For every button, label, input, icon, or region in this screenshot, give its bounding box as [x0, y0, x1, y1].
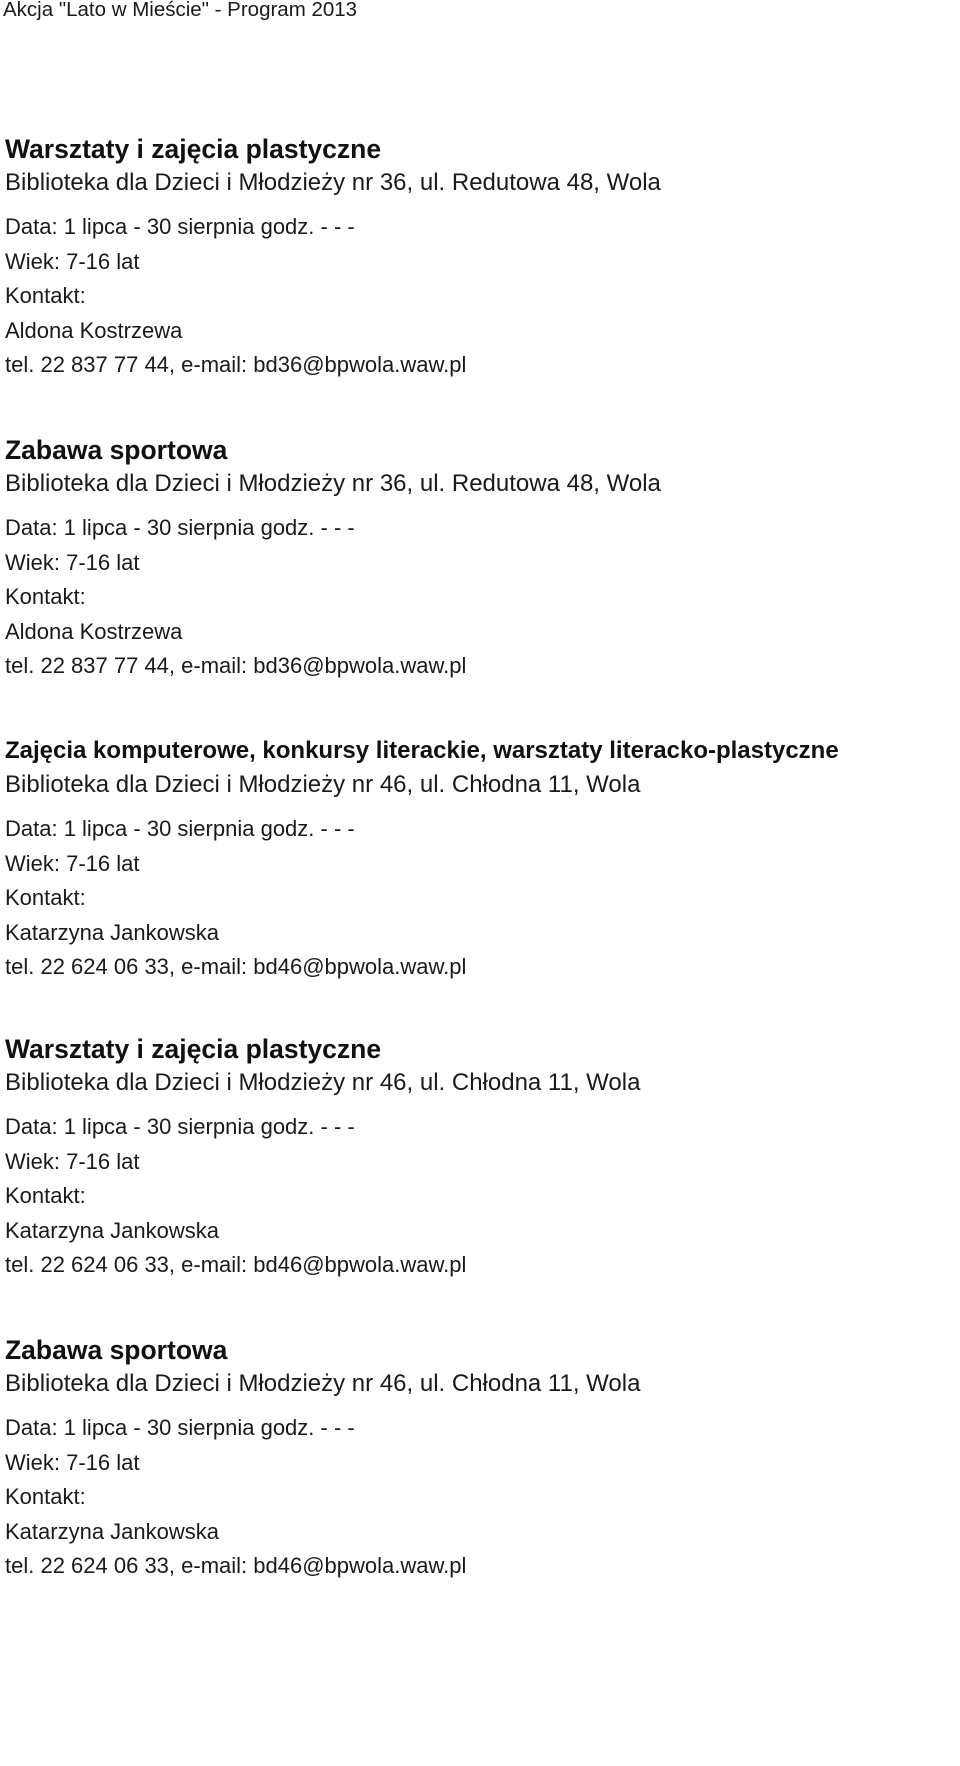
event-age: Wiek: 7-16 lat	[5, 850, 140, 876]
event-contact-person: Aldona Kostrzewa	[5, 317, 183, 343]
page-header: Akcja "Lato w Mieście" - Program 2013	[3, 0, 358, 21]
event-entry	[5, 1032, 960, 1283]
event-location: Biblioteka dla Dzieci i Młodzieży nr 46, ul. Chłodna 11, Wola	[5, 1370, 641, 1397]
event-age: Wiek: 7-16 lat	[5, 1148, 140, 1174]
event-details	[5, 210, 960, 383]
event-contact-person: Aldona Kostrzewa	[5, 618, 183, 644]
event-details	[5, 511, 960, 684]
event-contact-details: tel. 22 624 06 33, e-mail: bd46@bpwola.waw.pl	[5, 954, 467, 979]
event-age: Wiek: 7-16 lat	[5, 248, 140, 274]
event-title: Zajęcia komputerowe, konkursy literackie, warsztaty literacko-plastyczne	[5, 737, 839, 764]
event-contact-details: tel. 22 837 77 44, e-mail: bd36@bpwola.waw.pl	[5, 352, 467, 377]
event-age: Wiek: 7-16 lat	[5, 1449, 140, 1475]
event-entry	[5, 132, 960, 383]
event-entry	[5, 734, 960, 985]
event-details	[5, 812, 960, 985]
event-location: Biblioteka dla Dzieci i Młodzieży nr 46, ul. Chłodna 11, Wola	[5, 1069, 641, 1096]
event-title: Zabawa sportowa	[5, 435, 228, 465]
event-contact-label: Kontakt:	[5, 885, 86, 910]
event-title: Warsztaty i zajęcia plastyczne	[5, 134, 382, 164]
event-contact-person: Katarzyna Jankowska	[5, 919, 219, 945]
event-contact-details: tel. 22 624 06 33, e-mail: bd46@bpwola.waw.pl	[5, 1252, 467, 1277]
event-details	[5, 1411, 960, 1584]
event-contact-label: Kontakt:	[5, 283, 86, 308]
event-title: Zabawa sportowa	[5, 1335, 228, 1365]
event-location: Biblioteka dla Dzieci i Młodzieży nr 36, ul. Redutowa 48, Wola	[5, 470, 661, 497]
event-contact-label: Kontakt:	[5, 584, 86, 609]
event-date: Data: 1 lipca - 30 sierpnia godz. - - -	[5, 515, 355, 540]
event-contact-label: Kontakt:	[5, 1183, 86, 1208]
event-contact-person: Katarzyna Jankowska	[5, 1217, 219, 1243]
event-title: Warsztaty i zajęcia plastyczne	[5, 1034, 382, 1064]
event-details	[5, 1110, 960, 1283]
event-contact-details: tel. 22 624 06 33, e-mail: bd46@bpwola.waw.pl	[5, 1553, 467, 1578]
event-date: Data: 1 lipca - 30 sierpnia godz. - - -	[5, 1415, 355, 1440]
event-location: Biblioteka dla Dzieci i Młodzieży nr 46, ul. Chłodna 11, Wola	[5, 771, 641, 798]
event-entry	[5, 1333, 960, 1584]
event-entry	[5, 433, 960, 684]
event-contact-label: Kontakt:	[5, 1484, 86, 1509]
event-contact-details: tel. 22 837 77 44, e-mail: bd36@bpwola.waw.pl	[5, 653, 467, 678]
event-age: Wiek: 7-16 lat	[5, 549, 140, 575]
event-contact-person: Katarzyna Jankowska	[5, 1518, 219, 1544]
event-location: Biblioteka dla Dzieci i Młodzieży nr 36, ul. Redutowa 48, Wola	[5, 169, 661, 196]
event-date: Data: 1 lipca - 30 sierpnia godz. - - -	[5, 214, 355, 239]
event-date: Data: 1 lipca - 30 sierpnia godz. - - -	[5, 1114, 355, 1139]
event-date: Data: 1 lipca - 30 sierpnia godz. - - -	[5, 816, 355, 841]
